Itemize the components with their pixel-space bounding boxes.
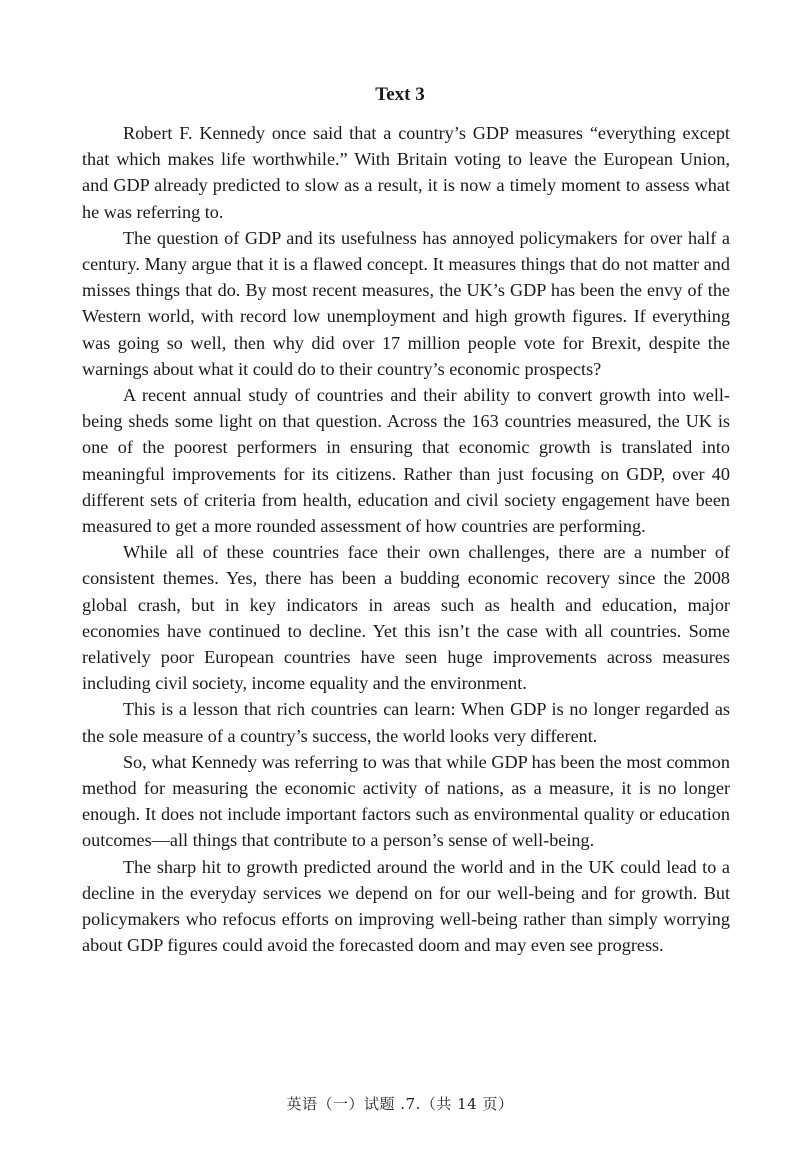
- paragraph-4: While all of these countries face their own challenges, there are a number of consistent themes. Yes, there has been a budding economic recovery since the 2008 global crash, but in key indicators in areas such as health and education, major economies have continued to decline. Yet this isn’t the case with all countries. Some relatively poor European countries have seen huge improvements across measures including civil society, income equality and the environment.: [82, 542, 730, 694]
- paragraph-1: Robert F. Kennedy once said that a country’s GDP measures “everything except that which makes life worthwhile.” With Britain voting to leave the European Union, and GDP already predicted to slow as a result, it is now a timely moment to assess what he was referring to.: [82, 123, 730, 222]
- paragraph-6: So, what Kennedy was referring to was that while GDP has been the most common method for measuring the economic activity of nations, as a measure, it is no longer enough. It does not include important factors such as environmental quality or education outcomes—all things that contribute to a person’s sense of well-being.: [82, 751, 730, 851]
- passage-title: Text 3: [375, 84, 425, 105]
- paragraph-7: The sharp hit to growth predicted around the world and in the UK could lead to a decline in the everyday services we depend on for our well-being and for growth. But policymakers who refocus efforts on improving well-being rather than simply worrying about GDP figures could avoid the forecasted doom and may even see progress.: [82, 856, 730, 956]
- page-footer: 英语（一）试题 .7.（共 14 页）: [286, 1095, 514, 1113]
- paragraph-5: This is a lesson that rich countries can learn: When GDP is no longer regarded as the sole measure of a country’s success, the world looks very different.: [82, 699, 730, 746]
- paragraph-2: The question of GDP and its usefulness has annoyed policymakers for over half a century. Many argue that it is a flawed concept. It measures things that do not matter and misses things that do. By most recent measures, the UK’s GDP has been the envy of the Western world, with record low unemployment and high growth figures. If everything was going so well, then why did over 17 million people vote for Brexit, despite the warnings about what it could do to their country’s economic prospects?: [82, 227, 730, 379]
- paragraph-3: A recent annual study of countries and their ability to convert growth into well-being sheds some light on that question. Across the 163 countries measured, the UK is one of the poorest performers in ensuring that economic growth is translated into meaningful improvements for its citizens. Rather than just focusing on GDP, over 40 different sets of criteria from health, education and civil society engagement have been measured to get a more rounded assessment of how countries are performing.: [82, 385, 730, 537]
- passage-body: [82, 120, 730, 959]
